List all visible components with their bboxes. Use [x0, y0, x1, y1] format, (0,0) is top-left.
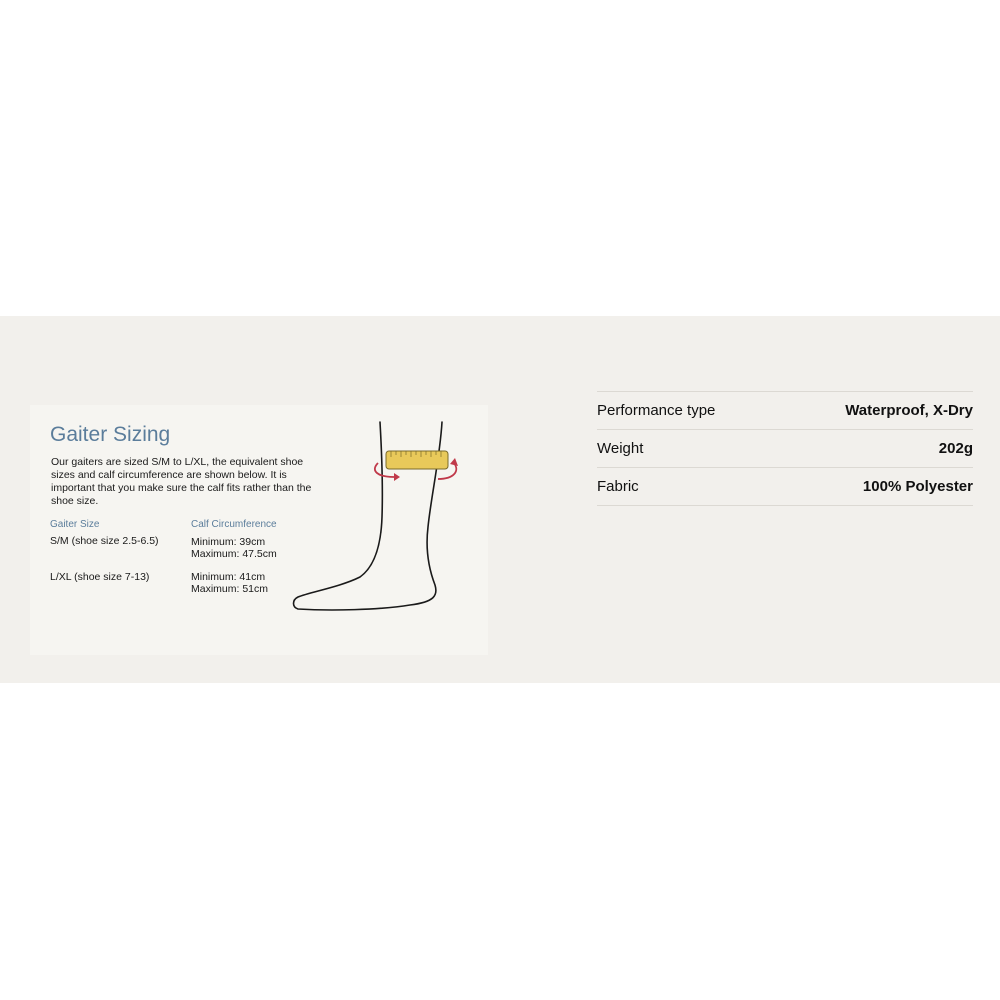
size-sm-minimum: Minimum: 39cm [191, 536, 266, 548]
spec-value: Waterproof, X-Dry [845, 402, 973, 419]
spec-label: Performance type [597, 402, 716, 419]
size-label-sm: S/M (shoe size 2.5-6.5) [50, 535, 159, 547]
size-sm-maximum: Maximum: 47.5cm [191, 548, 277, 560]
spec-label: Weight [597, 440, 644, 457]
spec-row-fabric [597, 468, 973, 506]
spec-row-performance-type [597, 392, 973, 430]
sizing-title: Gaiter Sizing [50, 423, 171, 446]
measuring-tape [386, 451, 448, 469]
size-lxl-minimum: Minimum: 41cm [191, 571, 266, 583]
leg-outline [294, 422, 443, 610]
gaiter-size-header: Gaiter Size [50, 519, 100, 530]
sizing-description: Our gaiters are sized S/M to L/XL, the equivalent shoe sizes and calf circumference are shown below. It is important that you make sure the calf fits rather than the shoe size. [51, 456, 312, 507]
size-label-lxl: L/XL (shoe size 7-13) [50, 571, 150, 583]
gaiter-sizing-chart [30, 405, 488, 655]
spec-label: Fabric [597, 478, 639, 495]
calf-measurement-illustration [290, 417, 470, 617]
product-specs-table [597, 391, 973, 506]
calf-circumference-header: Calf Circumference [191, 519, 277, 530]
spec-row-weight [597, 430, 973, 468]
spec-value: 100% Polyester [862, 478, 973, 495]
spec-value: 202g [938, 440, 973, 457]
size-lxl-maximum: Maximum: 51cm [191, 583, 269, 595]
